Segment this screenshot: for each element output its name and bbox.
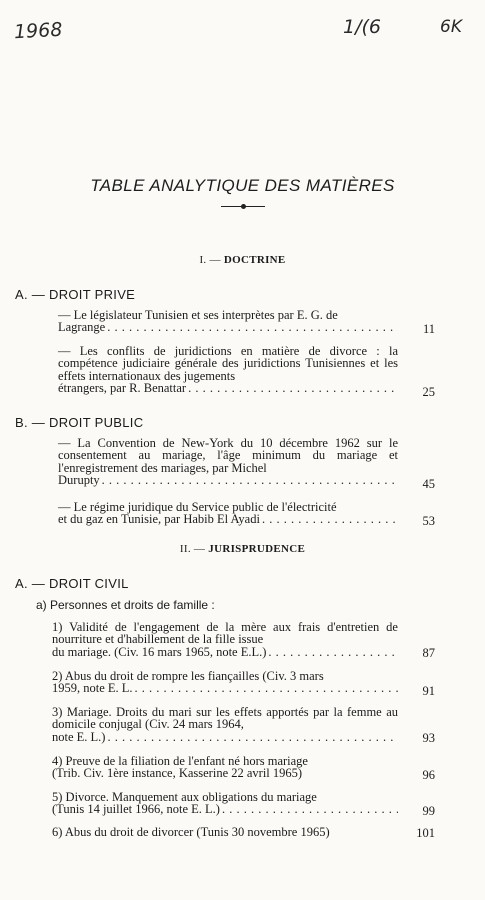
leader-dots	[222, 803, 398, 815]
toc-entry[interactable]	[52, 670, 398, 695]
entry-page-number: 45	[422, 477, 435, 491]
section-droit-civil: A. — DROIT CIVIL	[15, 576, 129, 591]
entry-text: 4) Preuve de la filiation de l'enfant né hors mariage	[52, 754, 308, 768]
leader-dots	[107, 321, 398, 333]
page-title: TABLE ANALYTIQUE DES MATIÈRES	[90, 176, 395, 195]
part-prefix: II. —	[179, 543, 206, 555]
entry-page-number: 93	[422, 731, 435, 745]
toc-entry[interactable]	[58, 437, 398, 486]
entry-text-end: (Tunis 14 juillet 1966, note E. L.)	[52, 802, 220, 817]
leader-dots	[188, 382, 398, 394]
entry-text: 2) Abus du droit de rompre les fiançailles (Civ. 3 mars	[52, 669, 324, 683]
entry-text-end: et du gaz en Tunisie, par Habib El Ayadi	[58, 512, 260, 527]
entry-text-end: 1959, note E. L.	[52, 681, 133, 696]
entry-page-number: 25	[422, 385, 435, 399]
entry-page-number: 101	[416, 826, 435, 840]
entry-text: 1) Validité de l'engagement de la mère aux frais d'entretien de nourriture et d'habillement de la fille issue	[52, 620, 398, 647]
entry-text: — Le régime juridique du Service public de l'électricité	[58, 500, 337, 514]
toc-entry[interactable]	[58, 345, 398, 394]
entry-page-number: 99	[422, 804, 435, 818]
part-jurisprudence-heading	[0, 543, 485, 555]
leader-dots	[268, 646, 398, 658]
part-title: DOCTRINE	[223, 254, 286, 266]
leader-dots	[262, 513, 398, 525]
leader-dots	[135, 682, 398, 694]
entry-page-number: 11	[422, 322, 435, 336]
entry-text-end: 6) Abus du droit de divorcer (Tunis 30 novembre 1965)	[52, 825, 330, 839]
toc-entry[interactable]	[58, 501, 398, 526]
section-droit-prive: A. — DROIT PRIVE	[15, 287, 136, 302]
entry-text-end: (Trib. Civ. 1ère instance, Kasserine 22 avril 1965)	[52, 766, 303, 781]
entry-text-end: note E. L.)	[52, 729, 106, 744]
entry-text-end: Lagrange	[58, 320, 106, 335]
entry-page-number: 96	[422, 768, 435, 782]
handwritten-code: 6K	[440, 17, 462, 37]
entry-text: 5) Divorce. Manquement aux obligations du mariage	[52, 790, 317, 804]
leader-dots	[102, 474, 398, 486]
entry-page-number: 91	[422, 684, 435, 698]
title-ornament	[0, 200, 485, 215]
toc-entry[interactable]	[52, 755, 398, 780]
toc-entry[interactable]	[52, 791, 398, 816]
entry-text-end: du mariage. (Civ. 16 mars 1965, note E.L.)	[52, 644, 267, 659]
part-prefix: I. —	[199, 254, 221, 266]
toc-entry[interactable]	[52, 826, 398, 838]
section-droit-public: B. — DROIT PUBLIC	[15, 415, 144, 430]
entry-page-number: 87	[422, 646, 435, 660]
part-title: JURISPRUDENCE	[208, 543, 306, 555]
toc-entry[interactable]	[58, 309, 398, 334]
entry-text-end: Durupty	[58, 472, 100, 487]
entry-page-number: 53	[422, 514, 435, 528]
handwritten-mark: 1/(6	[343, 16, 381, 38]
entry-text: — La Convention de New-York du 10 décembre 1962 sur le consentement au mariage, l'âge minimum du mariage et l'enregistrement des mariages, par Michel	[58, 436, 398, 475]
handwritten-year: 1968	[13, 18, 63, 44]
toc-entry[interactable]	[52, 706, 398, 743]
entry-text: — Les conflits de juridictions en matière de divorce : la compétence judiciaire générale des juridictions Tunisiennes et les effets internationaux des jugements	[58, 344, 398, 383]
part-doctrine-heading	[0, 254, 485, 266]
leader-dots	[107, 731, 398, 743]
toc-entry[interactable]	[52, 621, 398, 658]
entry-text: — Le législateur Tunisien et ses interprètes par E. G. de	[58, 308, 338, 322]
subsection-personnes: a) Personnes et droits de famille :	[36, 598, 215, 612]
entry-text: 3) Mariage. Droits du mari sur les effets apportés par la femme au domicile conjugal (Civ. 24 mars 1964,	[52, 705, 398, 732]
entry-text-end: étrangers, par R. Benattar	[58, 380, 187, 395]
